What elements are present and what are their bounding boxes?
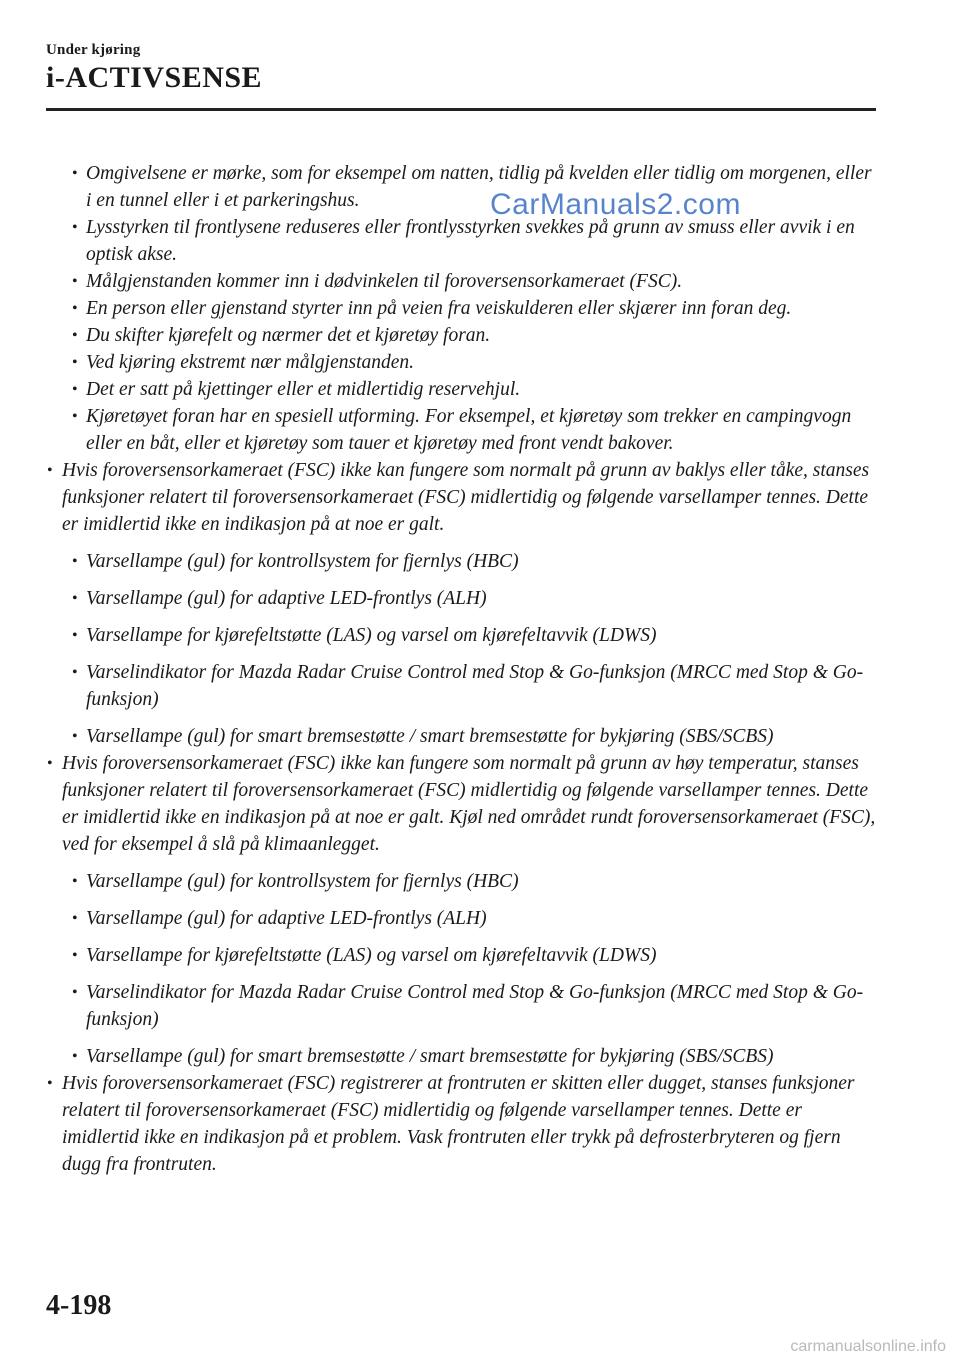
chapter-title: i-ACTIVSENSE (46, 61, 263, 94)
list-item (0, 979, 876, 1033)
list-item-text: Hvis foroversensorkameraet (FSC) ikke kan fungere som normalt på grunn av baklys eller tåke, stanses funksjoner relatert til foroversensorkameraet (FSC) midlertidig og følgende varsellamper tennes. Dette er imidlertid ikke en indikasjon på at noe er galt. (62, 460, 870, 535)
list-item (0, 750, 877, 858)
list-item (0, 905, 876, 932)
list-item-text: Varsellampe (gul) for kontrollsystem for fjernlys (HBC) (86, 871, 519, 892)
bullet-icon: • (72, 984, 78, 1001)
list-item-text: Ved kjøring ekstremt nær målgjenstanden. (86, 352, 415, 373)
list-item (0, 322, 876, 349)
bullet-icon: • (72, 300, 78, 317)
list-item-text: Varsellampe (gul) for smart bremsestøtte / smart bremsestøtte for bykjøring (SBS/SCBS) (86, 726, 774, 747)
list-item-text: Kjøretøyet foran har en spesiell utforming. For eksempel, et kjøretøy som trekker en campingvogn eller en båt, eller et kjøretøy som tauer et kjøretøy med front vendt bakover. (86, 406, 852, 454)
list-item-text: Du skifter kjørefelt og nærmer det et kjøretøy foran. (86, 325, 491, 346)
list-item (0, 942, 876, 969)
bullet-icon: • (72, 873, 78, 890)
bullet-icon: • (72, 590, 78, 607)
list-item-text: Varselindikator for Mazda Radar Cruise Control med Stop & Go-funksjon (MRCC med Stop & Go-funksjon) (86, 982, 864, 1030)
list-item-text: Varselindikator for Mazda Radar Cruise Control med Stop & Go-funksjon (MRCC med Stop & Go-funksjon) (86, 662, 864, 710)
list-item (0, 868, 876, 895)
bullet-icon: • (72, 728, 78, 745)
list-item (0, 376, 876, 403)
footer-site-link[interactable]: carmanualsonline.info (790, 1338, 946, 1355)
list-item (0, 585, 876, 612)
bullet-icon: • (72, 1048, 78, 1065)
bullet-icon: • (47, 1075, 53, 1092)
list-item (0, 349, 876, 376)
header-rule (46, 108, 876, 111)
bullet-icon: • (72, 327, 78, 344)
watermark-text: CarManuals2.com (490, 188, 741, 221)
list-item (0, 214, 876, 268)
list-item-text: Lysstyrken til frontlysene reduseres eller frontlysstyrken svekkes på grunn av smuss eller avvik i en optisk akse. (86, 217, 855, 265)
bullet-icon: • (47, 755, 53, 772)
section-title: Under kjøring (46, 42, 141, 58)
bullet-icon: • (72, 408, 78, 425)
page-number: 4-198 (46, 1290, 112, 1321)
list-item-text: Varsellampe (gul) for smart bremsestøtte / smart bremsestøtte for bykjøring (SBS/SCBS) (86, 1046, 774, 1067)
bullet-icon: • (72, 354, 78, 371)
content-body (0, 160, 960, 1178)
list-item-text: Omgivelsene er mørke, som for eksempel om natten, tidlig på kvelden eller tidlig om morgenen, eller i en tunnel eller i et parkeringshus. (86, 163, 872, 211)
list-item-text: Hvis foroversensorkameraet (FSC) ikke kan fungere som normalt på grunn av høy temperatur, stanses funksjoner relatert til foroversensorkameraet (FSC) midlertidig og følgende varsellamper tennes. Dette er imidlertid ikke en indikasjon på at noe er galt. Kjøl ned området rundt foroversensorkameraet (FSC), ved for eksempel å slå på klimaanlegget. (62, 753, 876, 855)
list-item (0, 1070, 877, 1178)
list-item (0, 622, 876, 649)
bullet-icon: • (72, 553, 78, 570)
list-item-text: Det er satt på kjettinger eller et midlertidig reservehjul. (86, 379, 521, 400)
list-item (0, 723, 876, 750)
list-item-text: Målgjenstanden kommer inn i dødvinkelen til foroversensorkameraet (FSC). (86, 271, 683, 292)
bullet-icon: • (72, 664, 78, 681)
bullet-icon: • (72, 627, 78, 644)
bullet-icon: • (47, 462, 53, 479)
list-item (0, 160, 876, 214)
list-item-text: En person eller gjenstand styrter inn på veien fra veiskulderen eller skjærer inn foran deg. (86, 298, 792, 319)
bullet-icon: • (72, 381, 78, 398)
list-item (0, 295, 876, 322)
bullet-icon: • (72, 165, 78, 182)
list-item-text: Varsellampe for kjørefeltstøtte (LAS) og varsel om kjørefeltavvik (LDWS) (86, 625, 657, 646)
list-item (0, 659, 876, 713)
list-item (0, 457, 877, 538)
page-header (46, 42, 262, 95)
bullet-icon: • (72, 910, 78, 927)
list-item-text: Varsellampe (gul) for adaptive LED-frontlys (ALH) (86, 588, 487, 609)
list-item (0, 1043, 876, 1070)
list-item (0, 403, 876, 457)
list-item (0, 548, 876, 575)
list-item (0, 268, 876, 295)
bullet-icon: • (72, 219, 78, 236)
list-item-text: Varsellampe (gul) for adaptive LED-frontlys (ALH) (86, 908, 487, 929)
bullet-icon: • (72, 947, 78, 964)
list-item-text: Varsellampe (gul) for kontrollsystem for fjernlys (HBC) (86, 551, 519, 572)
list-item-text: Varsellampe for kjørefeltstøtte (LAS) og varsel om kjørefeltavvik (LDWS) (86, 945, 657, 966)
list-item-text: Hvis foroversensorkameraet (FSC) registrerer at frontruten er skitten eller dugget, stanses funksjoner relatert til foroversensorkameraet (FSC) midlertidig og følgende varsellamper tennes. Dette er imidlertid ikke en indikasjon på et problem. Vask frontruten eller trykk på defrosterbryteren og fjern dugg fra frontruten. (62, 1073, 855, 1175)
bullet-icon: • (72, 273, 78, 290)
